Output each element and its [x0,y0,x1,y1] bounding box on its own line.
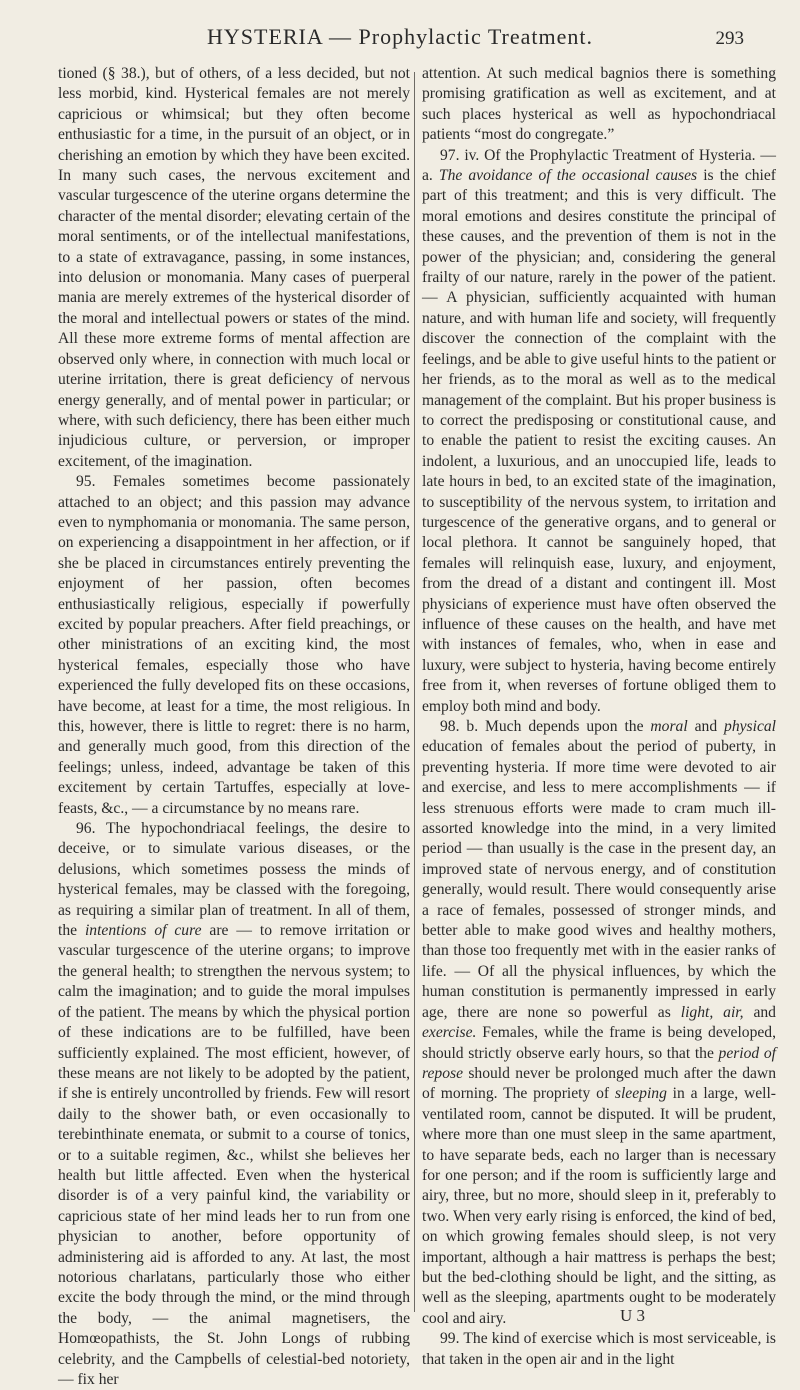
paragraph: tioned (§ 38.), but of others, of a less decided, but not less morbid, kind. Hysterical females are not merely capricious or whimsical; but they often become enthusiastic for a time, in the pursuit of an object, or in cherishing an emotion by which they have been excited. In many such cases, the nervous excitement and vascular turgescence of the uterine organs determine the character of the mental disorder; elevating certain of the moral sentiments, or of the intellectual manifestations, to a state of extravagance, passing, in some instances, into delusion or monomania. Many cases of puerperal mania are merely extremes of the hysterical disorder of the moral and intellectual powers or states of the mind. All these more extreme forms of mental affection are observed only where, in connection with much local or uterine irritation, there is great deficiency of nervous energy generally, and of mental power in particular; or where, with such deficiency, there has been either much injudicious culture, or perversion, or improper excitement, of the imagination. [58,65,410,470]
running-head: HYSTERIA — Prophylactic Treatment. [207,24,593,49]
paragraph-96: 96. The hypochondriacal feelings, the desire to deceive, or to simulate various diseases, or the delusions, which sometimes possess the minds of hysterical females, may be classed with the foregoing, as requiring a similar plan of treatment. In all of them, the intentions of cure are — to remove irritation or vascular turgescence of the uterine organs; to improve the general health; to strengthen the nervous system; to calm the imagination; and to guide the moral impulses of the patient. The means by which the physical portion of these indications are to be fulfilled, have been sufficiently explained. The most efficient, however, of these means are not likely to be adopted by the patient, if she is entirely uncontrolled by friends. Few will resort daily to the shower bath, or even occasionally to terebinthinate enemata, or submit to a course of tonics, or to a suitable regimen, &c., whilst she believes her health but little affected. Even when the hysterical disorder is of a very painful kind, the variability or capricious state of her mind leads her to run from one physician to another, before opportunity of administering aid is afforded to any. At last, the most notorious charlatans, particularly those who either excite the body through the mind, or the mind through the body, — the animal magnetisers, the Homœopathists, the St. John Longs of rubbing celebrity, and the Campbells of celestial-bed notoriety, — fix her [58,820,411,1388]
signature-mark: U 3 [620,1306,646,1325]
page-number: 293 [715,28,744,49]
paragraph: attention. At such medical bagnios there is something promising gratification as well as excitement, and at such places hysterical as well as hypochondriacal patients “most do congregate.” [422,65,776,144]
right-column [422,64,776,1370]
left-column [58,64,410,1390]
column-divider [414,72,415,1312]
paragraph-95: 95. Females sometimes become passionately attached to an object; and this passion may advance even to nymphomania or monomania. The same person, on experiencing a disappointment in her affection, or if she be placed in circumstances entirely preventing the enjoyment of her passion, often becomes enthusiastically religious, especially if powerfully excited by popular preachers. After field preachings, or other ministrations of an exciting kind, the most hysterical females, especially those who have experienced the fully developed fits on these occasions, have become, at least for a time, the most religious. In this, however, there is little to regret: there is no harm, and generally much good, from this direction of the feelings; unless, indeed, advantage be taken of this excitement by certain Tartuffes, especially at love-feasts, &c., — a circumstance by no means rare. [58,473,410,817]
paragraph-97: 97. iv. Of the Prophylactic Treatment of Hysteria. — a. The avoidance of the occasional causes is the chief part of this treatment; and this is very difficult. The moral emotions and desires constitute the principal of these causes, and the prevention of them is not in the power of the physician; and, considering the general frailty of our nature, rarely in the power of the patient. — A physician, sufficiently acquainted with human nature, and with human life and society, will frequently discover the connection of the complaint with the feelings, and be able to give useful hints to the patient or her friends, as to the moral as well as to the medical management of the complaint. But his proper business is to correct the predisposing or constitutional cause, and to enable the patient to resist the exciting causes. An indolent, a luxurious, and an unoccupied life, leads to late hours in bed, to an excited state of the imagination, to susceptibility of the nervous system, to irritation and turgescence of the generative organs, and to general or local plethora. It cannot be sanguinely hoped, that females will relinquish ease, luxury, and enjoyment, from the dread of a distant and contingent ill. Most physicians of experience must have often observed the influence of these causes on the health, and have met with instances of females, who, when in ease and luxury, were subject to hysteria, having become entirely free from it, when reverses of fortune obliged them to employ both mind and body. [422,146,776,715]
page-header [0,24,800,60]
paragraph-99: 99. The kind of exercise which is most serviceable, is that taken in the open air and in the light [422,1330,776,1368]
paragraph-98: 98. b. Much depends upon the moral and physical education of females about the period of puberty, in preventing hysteria. If more time were devoted to air and exercise, and less to mere accomplishments — if less strenuous efforts were made to cram much ill-assorted knowledge into the mind, in a very limited period — than usually is the case in the present day, an improved state of nervous energy, and of constitution generally, would result. There would consequently arise a race of females, possessed of stronger minds, and better able to make good wives and healthy mothers, than those too frequently met with in the easier ranks of life. — Of all the physical influences, by which the human constitution is permanently impressed in early age, there are none so powerful as light, air, and exercise. Females, while the frame is being developed, should strictly observe early hours, so that the period of repose should never be prolonged much after the dawn of morning. The propriety of sleeping in a large, well-ventilated room, cannot be disputed. It will be prudent, where more than one must sleep in the same apartment, to have separate beds, each no larger than is necessary for one person; and if the room is sufficiently large and airy, three, but no more, should sleep in it, preferably to two. When very early rising is enforced, the kind of bed, on which growing females should sleep, is not very important, although a hair mattress is perhaps the best; but the bed-clothing should be light, and the sitting, as well as the sleeping, apartments ought to be moderately cool and airy. [422,718,777,1327]
